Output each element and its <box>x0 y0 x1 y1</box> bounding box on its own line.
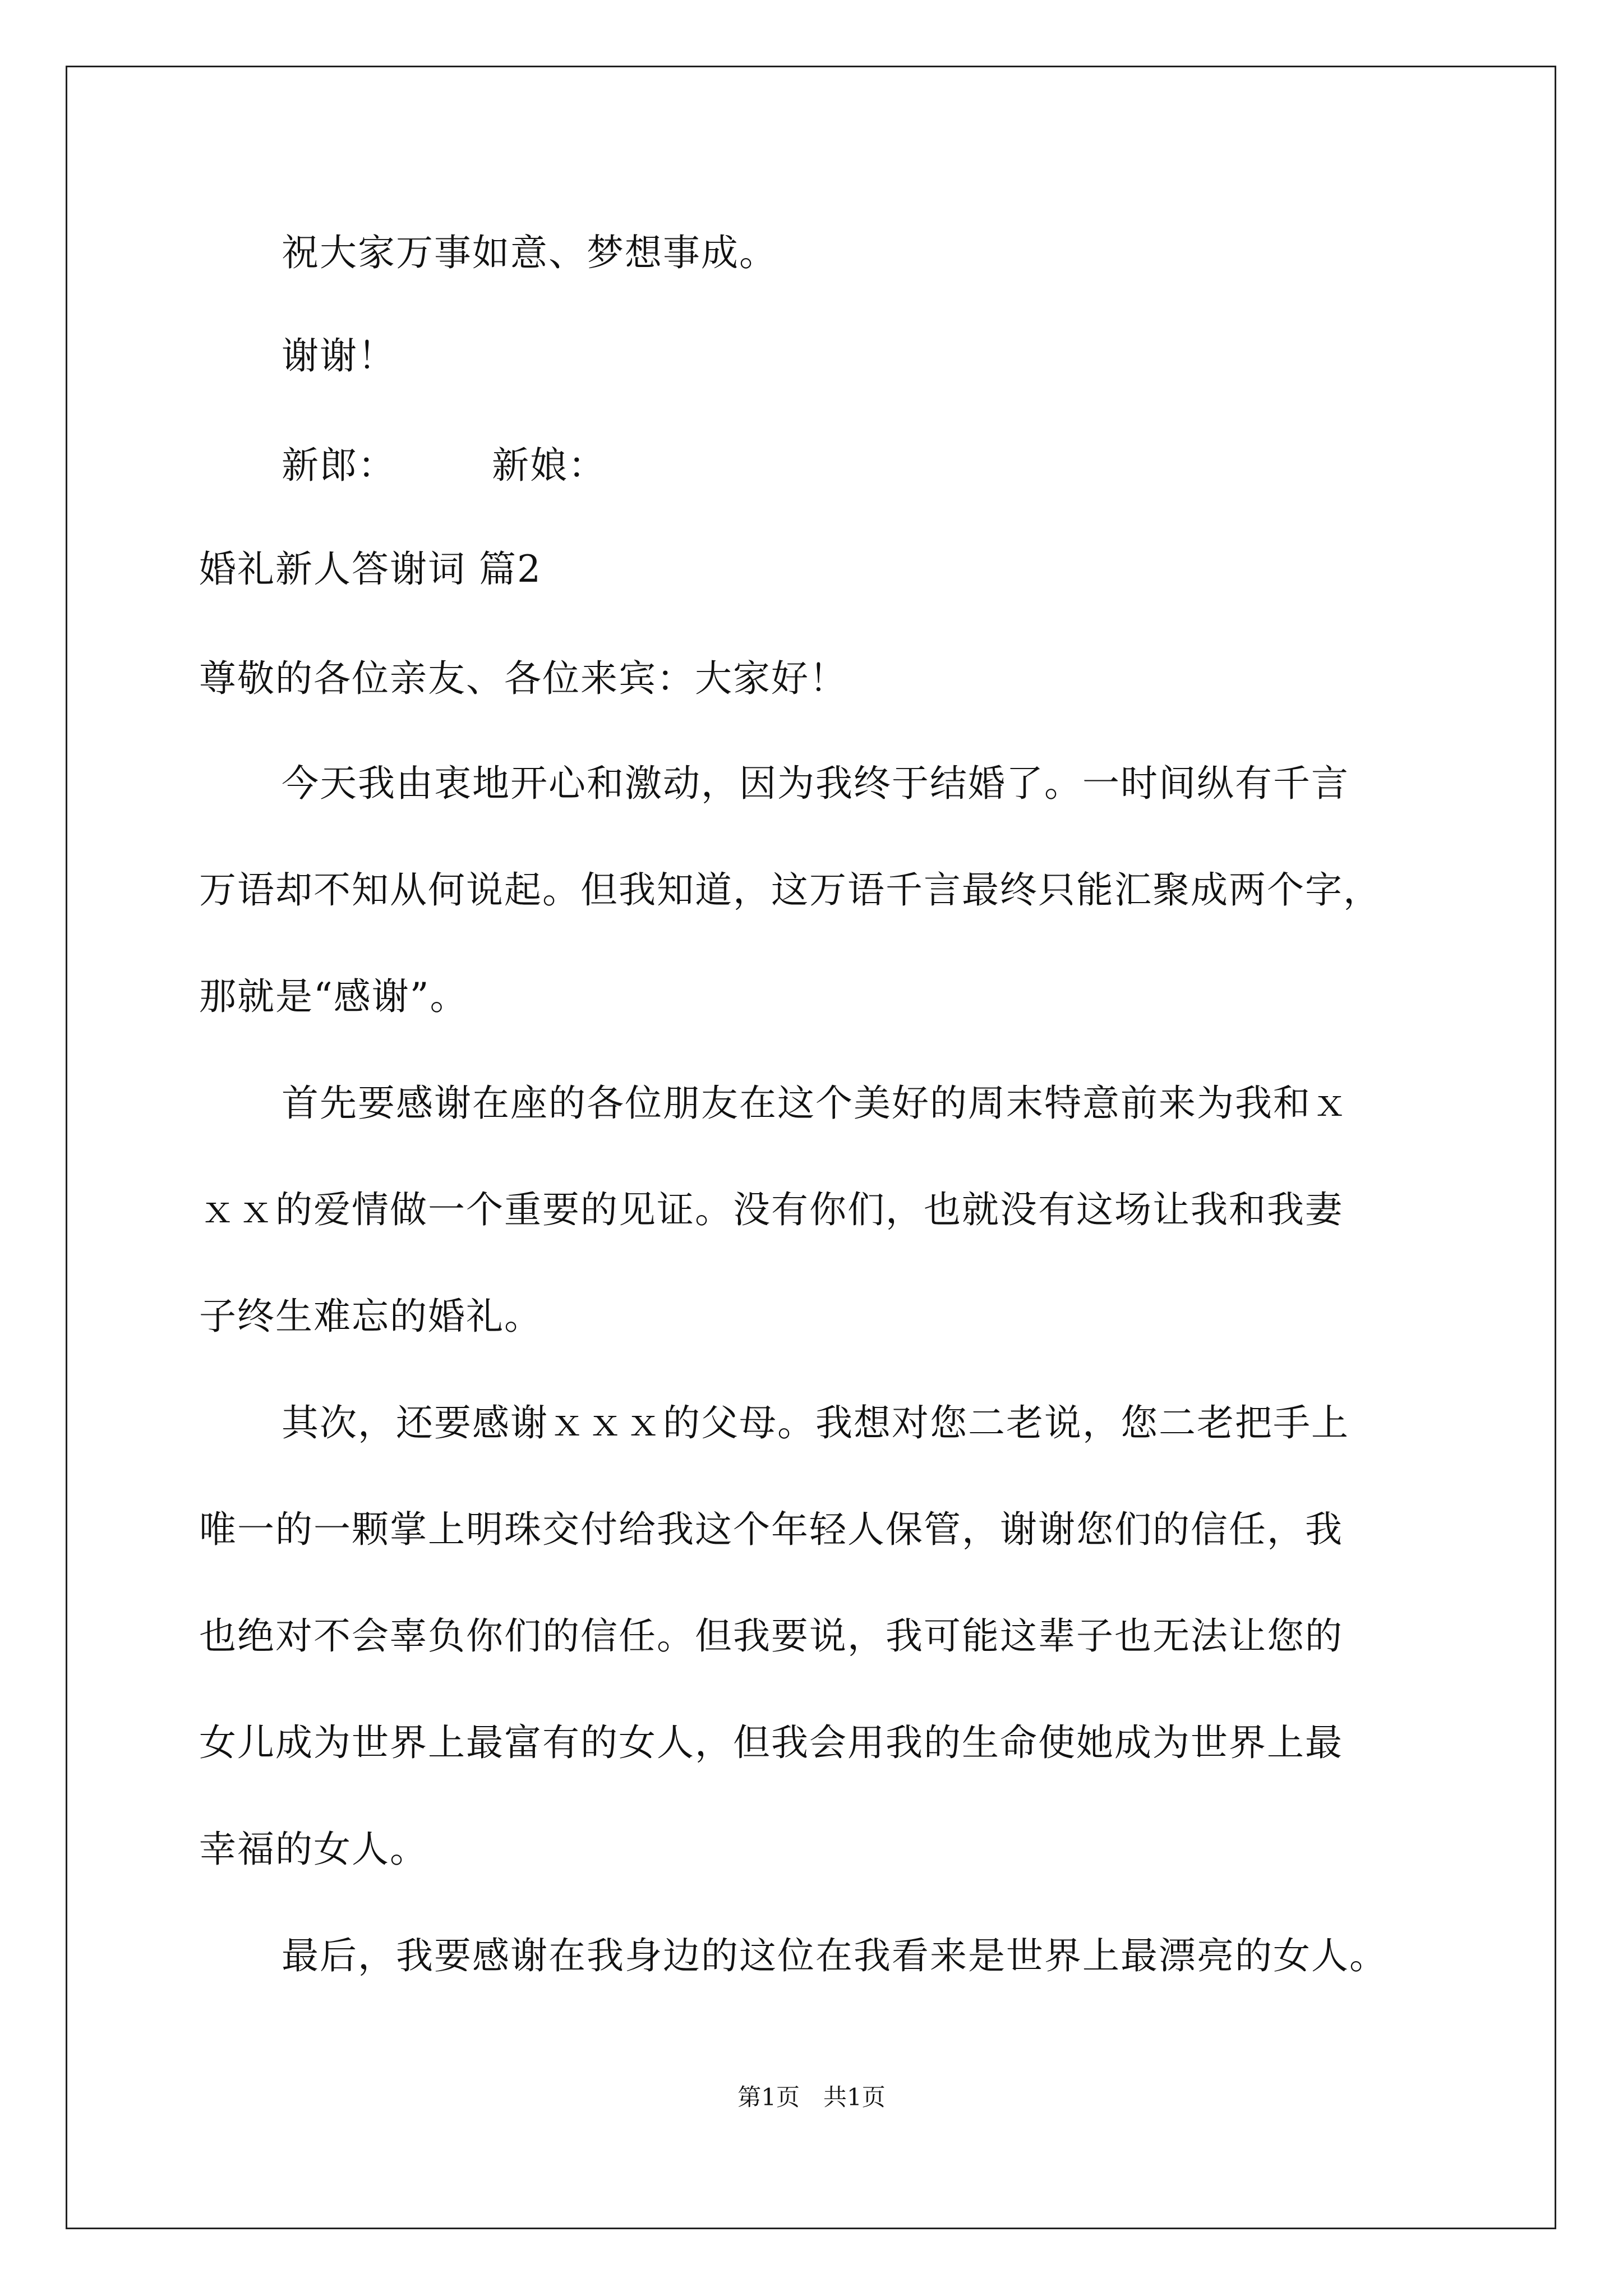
text-line: 祝大家万事如意、梦想事成。 <box>282 231 777 274</box>
page-number-footer: 第1页 共1页 <box>737 2083 886 2111</box>
text-line: 最后，我要感谢在我身边的这位在我看来是世界上最漂亮的女人。 <box>282 1934 1387 1977</box>
text-line: 今天我由衷地开心和激动，因为我终于结婚了。一时间纵有千言 <box>282 762 1349 805</box>
text-line: 女儿成为世界上最富有的女人，但我会用我的生命使她成为世界上最 <box>199 1721 1343 1764</box>
text-line: 万语却不知从何说起。但我知道，这万语千言最终只能汇聚成两个字， <box>199 868 1381 912</box>
text-line: 那就是“感谢”。 <box>199 975 468 1018</box>
page-border <box>66 66 1556 2229</box>
text-line: 谢谢！ <box>282 334 396 378</box>
text-line: 其次，还要感谢ｘｘｘ的父母。我想对您二老说，您二老把手上 <box>282 1401 1349 1444</box>
text-line: 唯一的一颗掌上明珠交付给我这个年轻人保管，谢谢您们的信任，我 <box>199 1508 1343 1551</box>
text-line: 也绝对不会辜负你们的信任。但我要说，我可能这辈子也无法让您的 <box>199 1614 1343 1658</box>
text-line: 首先要感谢在座的各位朋友在这个美好的周末特意前来为我和ｘ <box>282 1082 1349 1125</box>
text-line: 新郎： 新娘： <box>282 444 606 487</box>
text-line: 子终生难忘的婚礼。 <box>199 1295 542 1338</box>
section-heading: 婚礼新人答谢词 篇2 <box>199 547 542 591</box>
salutation: 尊敬的各位亲友、各位来宾：大家好！ <box>199 657 847 700</box>
text-line: 幸福的女人。 <box>199 1828 428 1871</box>
text-line: ｘｘ的爱情做一个重要的见证。没有你们，也就没有这场让我和我妻 <box>199 1188 1343 1231</box>
